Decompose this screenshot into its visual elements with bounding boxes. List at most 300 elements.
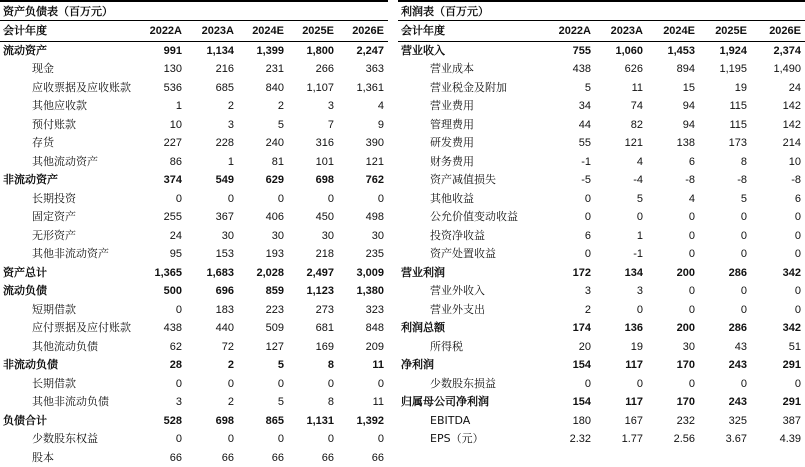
row-value: 4: [647, 190, 699, 209]
row-label: 短期借款: [0, 301, 136, 320]
row-value: 0: [699, 301, 751, 320]
row-value: 342: [751, 264, 805, 283]
row-label: 财务费用: [398, 153, 543, 172]
row-value: 0: [543, 375, 595, 394]
row-value: 193: [238, 245, 288, 264]
row-value: -8: [647, 171, 699, 190]
row-value: 1,924: [699, 41, 751, 60]
row-label: 其他收益: [398, 190, 543, 209]
row-value: 1,683: [186, 264, 238, 283]
row-value: 218: [288, 245, 338, 264]
row-value: 0: [186, 190, 238, 209]
row-value: 0: [595, 301, 647, 320]
row-value: 0: [136, 430, 186, 449]
row-value: 232: [647, 412, 699, 431]
row-label: 少数股东权益: [0, 430, 136, 449]
row-value: 1,392: [338, 412, 388, 431]
row-value: 2.32: [543, 430, 595, 449]
row-value: 0: [595, 208, 647, 227]
table-row: [398, 319, 805, 338]
row-label: 资产总计: [0, 264, 136, 283]
row-value: 0: [136, 190, 186, 209]
row-value: 115: [699, 116, 751, 135]
row-value: 153: [186, 245, 238, 264]
table-row: [398, 153, 805, 172]
row-value: 173: [699, 134, 751, 153]
row-value: 142: [751, 116, 805, 135]
row-value: 1,365: [136, 264, 186, 283]
row-label: 营业成本: [398, 60, 543, 79]
row-value: 316: [288, 134, 338, 153]
row-value: 15: [647, 79, 699, 98]
row-value: 342: [751, 319, 805, 338]
row-label: 流动资产: [0, 41, 136, 60]
table-row: [398, 375, 805, 394]
row-value: -8: [699, 171, 751, 190]
row-value: 1,380: [338, 282, 388, 301]
row-value: 1,399: [238, 41, 288, 60]
row-value: 1,123: [288, 282, 338, 301]
row-value: -4: [595, 171, 647, 190]
table-row: [0, 393, 388, 412]
row-value: 2,028: [238, 264, 288, 283]
row-value: 142: [751, 97, 805, 116]
row-value: 216: [186, 60, 238, 79]
row-value: 200: [647, 319, 699, 338]
row-value: 4.39: [751, 430, 805, 449]
row-value: 0: [751, 208, 805, 227]
row-value: 0: [751, 282, 805, 301]
row-label: 所得税: [398, 338, 543, 357]
row-value: 1: [186, 153, 238, 172]
table-row: [0, 338, 388, 357]
row-value: 94: [647, 97, 699, 116]
row-value: 2,497: [288, 264, 338, 283]
row-value: 169: [288, 338, 338, 357]
row-value: 170: [647, 356, 699, 375]
row-label: 长期借款: [0, 375, 136, 394]
row-value: 291: [751, 393, 805, 412]
table-row: [398, 393, 805, 412]
row-value: 30: [186, 227, 238, 246]
row-value: 4: [338, 97, 388, 116]
row-value: 2: [543, 301, 595, 320]
row-value: 3: [136, 393, 186, 412]
row-value: 848: [338, 319, 388, 338]
row-label: 营业收入: [398, 41, 543, 60]
row-label: 其他流动负债: [0, 338, 136, 357]
row-value: 0: [647, 245, 699, 264]
row-label: 投资净收益: [398, 227, 543, 246]
row-value: 30: [647, 338, 699, 357]
row-value: 549: [186, 171, 238, 190]
row-value: 0: [338, 190, 388, 209]
row-value: 3: [288, 97, 338, 116]
row-value: 266: [288, 60, 338, 79]
table-row: [0, 134, 388, 153]
income-statement-table: [398, 22, 805, 449]
row-value: 0: [699, 245, 751, 264]
header-2025e: 2025E: [288, 22, 338, 41]
table-row: [398, 79, 805, 98]
table-row: [0, 171, 388, 190]
row-value: 10: [136, 116, 186, 135]
row-value: 0: [338, 430, 388, 449]
row-value: 66: [238, 449, 288, 467]
row-value: 154: [543, 393, 595, 412]
table-row: [398, 264, 805, 283]
table-row: [398, 338, 805, 357]
row-value: 117: [595, 356, 647, 375]
row-value: 1,453: [647, 41, 699, 60]
row-value: 66: [186, 449, 238, 467]
row-value: 2: [186, 393, 238, 412]
row-value: 94: [647, 116, 699, 135]
row-value: 5: [595, 190, 647, 209]
row-value: 698: [288, 171, 338, 190]
row-value: 438: [136, 319, 186, 338]
row-value: 223: [238, 301, 288, 320]
table-row: [0, 97, 388, 116]
header-2022a: 2022A: [543, 22, 595, 41]
header-2025e: 2025E: [699, 22, 751, 41]
row-value: 1,195: [699, 60, 751, 79]
row-value: 130: [136, 60, 186, 79]
table-row: [398, 412, 805, 431]
row-value: 528: [136, 412, 186, 431]
row-value: 3: [186, 116, 238, 135]
row-value: 0: [238, 430, 288, 449]
table-row: [398, 116, 805, 135]
row-label: 资产减值损失: [398, 171, 543, 190]
row-value: 0: [751, 245, 805, 264]
row-value: 172: [543, 264, 595, 283]
row-value: 2,374: [751, 41, 805, 60]
row-value: 325: [699, 412, 751, 431]
header-2024e: 2024E: [238, 22, 288, 41]
row-value: 0: [288, 430, 338, 449]
row-value: 865: [238, 412, 288, 431]
table-row: [398, 430, 805, 449]
table-row: [398, 60, 805, 79]
row-value: 6: [751, 190, 805, 209]
row-value: 0: [136, 301, 186, 320]
row-value: 273: [288, 301, 338, 320]
table-row: [398, 97, 805, 116]
row-value: -5: [543, 171, 595, 190]
row-value: 367: [186, 208, 238, 227]
row-label: 现金: [0, 60, 136, 79]
row-value: 2: [238, 97, 288, 116]
row-value: 0: [699, 282, 751, 301]
table-row: [398, 282, 805, 301]
row-value: 5: [699, 190, 751, 209]
header-2026e: 2026E: [751, 22, 805, 41]
row-label: 净利润: [398, 356, 543, 375]
row-label: 应付票据及应付账款: [0, 319, 136, 338]
row-value: 0: [288, 190, 338, 209]
row-value: 1,060: [595, 41, 647, 60]
table-row: [0, 282, 388, 301]
row-value: 0: [543, 245, 595, 264]
row-value: 34: [543, 97, 595, 116]
row-value: 19: [595, 338, 647, 357]
row-value: 698: [186, 412, 238, 431]
row-label: 营业利润: [398, 264, 543, 283]
row-value: 180: [543, 412, 595, 431]
row-value: 894: [647, 60, 699, 79]
row-value: 0: [699, 208, 751, 227]
table-row: [0, 319, 388, 338]
row-value: 101: [288, 153, 338, 172]
row-value: 374: [136, 171, 186, 190]
row-label: 营业外收入: [398, 282, 543, 301]
header-fiscal-year: 会计年度: [398, 22, 543, 41]
row-value: 82: [595, 116, 647, 135]
table-row: [0, 412, 388, 431]
row-value: 1,131: [288, 412, 338, 431]
header-fiscal-year: 会计年度: [0, 22, 136, 41]
row-label: 固定资产: [0, 208, 136, 227]
row-label: 营业税金及附加: [398, 79, 543, 98]
row-value: 0: [186, 430, 238, 449]
row-value: 55: [543, 134, 595, 153]
row-value: 5: [543, 79, 595, 98]
row-value: 8: [288, 393, 338, 412]
row-value: 3: [543, 282, 595, 301]
row-value: 115: [699, 97, 751, 116]
row-label: 少数股东损益: [398, 375, 543, 394]
row-value: 291: [751, 356, 805, 375]
row-label: 负债合计: [0, 412, 136, 431]
row-value: 629: [238, 171, 288, 190]
row-value: 62: [136, 338, 186, 357]
table-row: [0, 264, 388, 283]
row-label: 管理费用: [398, 116, 543, 135]
row-value: 1,800: [288, 41, 338, 60]
income-statement-header-row: [398, 22, 805, 41]
row-value: 0: [699, 227, 751, 246]
row-label: 预付账款: [0, 116, 136, 135]
row-value: 1.77: [595, 430, 647, 449]
header-2023a: 2023A: [595, 22, 647, 41]
row-value: 43: [699, 338, 751, 357]
row-value: 183: [186, 301, 238, 320]
row-value: 30: [338, 227, 388, 246]
table-row: [398, 245, 805, 264]
table-row: [0, 153, 388, 172]
row-value: 498: [338, 208, 388, 227]
row-value: 74: [595, 97, 647, 116]
row-value: 134: [595, 264, 647, 283]
row-value: 11: [338, 393, 388, 412]
row-value: 0: [238, 190, 288, 209]
table-row: [0, 449, 388, 467]
row-value: 19: [699, 79, 751, 98]
income-statement-title: 利润表（百万元）: [398, 0, 805, 21]
row-value: 20: [543, 338, 595, 357]
row-value: 840: [238, 79, 288, 98]
table-row: [398, 227, 805, 246]
row-value: 170: [647, 393, 699, 412]
row-label: EBITDA: [398, 412, 543, 431]
table-row: [398, 301, 805, 320]
row-value: 0: [543, 208, 595, 227]
row-value: 8: [288, 356, 338, 375]
row-value: 440: [186, 319, 238, 338]
row-value: 167: [595, 412, 647, 431]
row-value: -1: [543, 153, 595, 172]
row-value: 509: [238, 319, 288, 338]
row-value: 240: [238, 134, 288, 153]
row-label: 流动负债: [0, 282, 136, 301]
row-value: 0: [238, 375, 288, 394]
row-value: 28: [136, 356, 186, 375]
row-value: 0: [751, 227, 805, 246]
row-label: 营业费用: [398, 97, 543, 116]
row-value: 991: [136, 41, 186, 60]
row-label: 其他非流动负债: [0, 393, 136, 412]
row-label: 营业外支出: [398, 301, 543, 320]
table-row: [0, 116, 388, 135]
table-row: [398, 171, 805, 190]
row-value: 235: [338, 245, 388, 264]
row-value: 696: [186, 282, 238, 301]
row-value: 138: [647, 134, 699, 153]
row-value: 2.56: [647, 430, 699, 449]
row-value: 5: [238, 393, 288, 412]
table-row: [0, 60, 388, 79]
row-value: 438: [543, 60, 595, 79]
row-value: 0: [699, 375, 751, 394]
row-value: 121: [338, 153, 388, 172]
row-label: 利润总额: [398, 319, 543, 338]
row-value: 86: [136, 153, 186, 172]
row-label: EPS（元）: [398, 430, 543, 449]
row-label: 应收票据及应收账款: [0, 79, 136, 98]
row-value: 127: [238, 338, 288, 357]
row-value: 154: [543, 356, 595, 375]
row-value: 0: [136, 375, 186, 394]
table-row: [0, 430, 388, 449]
row-value: 2: [186, 97, 238, 116]
row-value: 859: [238, 282, 288, 301]
row-value: 24: [751, 79, 805, 98]
row-value: 0: [647, 282, 699, 301]
row-value: 762: [338, 171, 388, 190]
table-row: [398, 190, 805, 209]
row-value: 81: [238, 153, 288, 172]
row-value: 243: [699, 356, 751, 375]
balance-sheet-header-row: [0, 22, 388, 41]
row-value: 390: [338, 134, 388, 153]
row-value: 0: [595, 375, 647, 394]
row-label: 公允价值变动收益: [398, 208, 543, 227]
table-row: [398, 208, 805, 227]
header-2024e: 2024E: [647, 22, 699, 41]
row-value: 0: [647, 375, 699, 394]
row-value: -8: [751, 171, 805, 190]
row-label: 存货: [0, 134, 136, 153]
row-value: 5: [238, 116, 288, 135]
row-label: 其他非流动资产: [0, 245, 136, 264]
row-label: 其他应收款: [0, 97, 136, 116]
row-label: 无形资产: [0, 227, 136, 246]
row-value: 11: [595, 79, 647, 98]
table-row: [0, 41, 388, 60]
row-value: 4: [595, 153, 647, 172]
row-value: 7: [288, 116, 338, 135]
row-value: 0: [288, 375, 338, 394]
row-value: 214: [751, 134, 805, 153]
row-label: 股本: [0, 449, 136, 467]
row-value: 1: [136, 97, 186, 116]
row-value: 387: [751, 412, 805, 431]
row-value: 363: [338, 60, 388, 79]
row-value: 72: [186, 338, 238, 357]
row-value: 406: [238, 208, 288, 227]
header-2023a: 2023A: [186, 22, 238, 41]
row-value: 3.67: [699, 430, 751, 449]
table-row: [398, 41, 805, 60]
table-row: [398, 356, 805, 375]
row-value: 450: [288, 208, 338, 227]
row-value: 11: [338, 356, 388, 375]
row-value: 8: [699, 153, 751, 172]
row-value: 0: [647, 301, 699, 320]
row-value: 2,247: [338, 41, 388, 60]
row-label: 非流动负债: [0, 356, 136, 375]
row-label: 研发费用: [398, 134, 543, 153]
row-label: 归属母公司净利润: [398, 393, 543, 412]
row-value: 44: [543, 116, 595, 135]
header-2022a: 2022A: [136, 22, 186, 41]
row-value: 10: [751, 153, 805, 172]
row-value: 626: [595, 60, 647, 79]
row-value: 1,490: [751, 60, 805, 79]
row-value: 66: [288, 449, 338, 467]
table-row: [0, 301, 388, 320]
table-row: [0, 79, 388, 98]
table-row: [0, 208, 388, 227]
balance-sheet-panel: [0, 0, 388, 448]
row-label: 非流动资产: [0, 171, 136, 190]
row-value: 117: [595, 393, 647, 412]
row-value: 323: [338, 301, 388, 320]
row-value: 0: [751, 375, 805, 394]
balance-sheet-table: [0, 22, 388, 467]
table-row: [0, 356, 388, 375]
row-label: 长期投资: [0, 190, 136, 209]
row-value: 255: [136, 208, 186, 227]
table-row: [0, 227, 388, 246]
row-value: 536: [136, 79, 186, 98]
row-value: 1: [595, 227, 647, 246]
row-value: 1,107: [288, 79, 338, 98]
row-label: 其他流动资产: [0, 153, 136, 172]
table-row: [0, 375, 388, 394]
row-value: 66: [338, 449, 388, 467]
row-value: 0: [647, 227, 699, 246]
row-value: 0: [338, 375, 388, 394]
row-value: 3: [595, 282, 647, 301]
row-value: 6: [647, 153, 699, 172]
row-value: 30: [238, 227, 288, 246]
row-value: 286: [699, 319, 751, 338]
row-value: 66: [136, 449, 186, 467]
income-statement-panel: [398, 0, 805, 448]
balance-sheet-title: 资产负债表（百万元）: [0, 0, 388, 21]
